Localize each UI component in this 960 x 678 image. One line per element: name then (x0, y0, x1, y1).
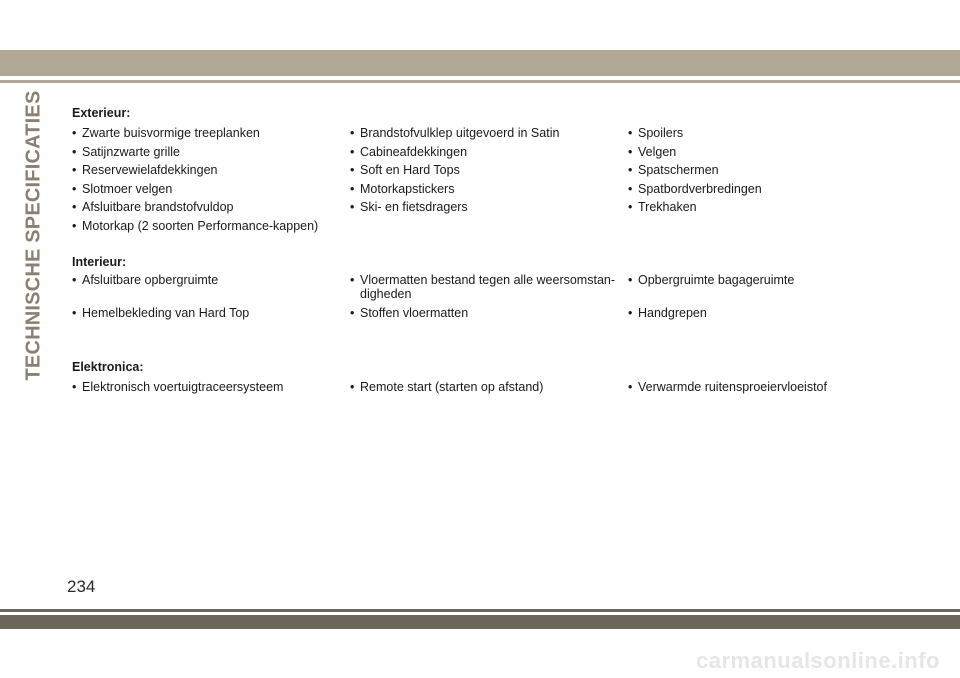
bullet: • (350, 182, 355, 196)
heading-interieur: Interieur: (72, 255, 127, 269)
exterieur-list (72, 126, 932, 253)
top-decorative-band (0, 50, 960, 76)
bullet: • (72, 200, 77, 214)
list-row (72, 200, 932, 219)
elektronica-list (72, 380, 932, 398)
list-item: • Motorkapstickers (350, 182, 628, 200)
watermark: carmanualsonline.info (696, 648, 940, 673)
list-row (72, 273, 932, 306)
list-item: • Motorkap (2 soorten Performance-kappen) (72, 219, 492, 253)
list-item: • Zwarte buisvormige treeplanken (72, 126, 350, 145)
list-item: • Velgen (628, 145, 928, 163)
list-row (72, 380, 932, 398)
list-item: • Afsluitbare opbergruimte (72, 273, 350, 306)
list-item: • Elektronisch voertuigtraceersysteem (72, 380, 350, 398)
content-area (72, 104, 932, 398)
bullet: • (628, 145, 633, 159)
list-item: • Satijnzwarte grille (72, 145, 350, 163)
list-item: • Brandstofvulklep uitgevoerd in Satin (350, 126, 628, 145)
interieur-list (72, 273, 932, 358)
bullet: • (72, 273, 77, 287)
bullet: • (628, 200, 633, 214)
side-section-title (18, 90, 50, 381)
bullet: • (72, 126, 77, 140)
list-item: • Handgrepen (628, 306, 928, 358)
bullet: • (350, 145, 355, 159)
list-item: • Slotmoer velgen (72, 182, 350, 200)
list-row (72, 219, 932, 253)
list-item: • Stoffen vloermatten (350, 306, 628, 358)
side-section-title-text: TECHNISCHE SPECIFICATIES (22, 90, 45, 381)
bullet: • (72, 163, 77, 177)
bullet: • (72, 145, 77, 159)
list-row (72, 182, 932, 200)
heading-elektronica: Elektronica: (72, 360, 144, 374)
bullet: • (350, 306, 355, 320)
list-item: • Ski- en fietsdragers (350, 200, 628, 219)
list-row (72, 145, 932, 163)
list-item: • Afsluitbare brandstofvuldop (72, 200, 350, 219)
bullet: • (350, 163, 355, 177)
list-item: • Soft en Hard Tops (350, 163, 628, 182)
list-item: • Vloermatten bestand tegen alle weersomstan-digheden (350, 273, 628, 306)
list-item: • Opbergruimte bagageruimte (628, 273, 928, 306)
bullet: • (72, 306, 77, 320)
page-number: 234 (67, 577, 96, 596)
heading-exterieur: Exterieur: (72, 106, 131, 120)
list-row (72, 306, 932, 358)
bullet: • (628, 126, 633, 140)
top-decorative-line (0, 80, 960, 83)
list-row (72, 126, 932, 145)
bullet: • (72, 182, 77, 196)
list-item: • Trekhaken (628, 200, 928, 219)
list-item: • Reservewielafdekkingen (72, 163, 350, 182)
bullet: • (628, 273, 633, 287)
bullet: • (350, 380, 355, 394)
bullet: • (628, 306, 633, 320)
bullet: • (628, 380, 633, 394)
list-item: • Hemelbekleding van Hard Top (72, 306, 350, 358)
list-item: • Verwarmde ruitensproeiervloeistof (628, 380, 928, 398)
bullet: • (72, 219, 77, 233)
list-item: • Spoilers (628, 126, 928, 145)
list-item: • Cabineafdekkingen (350, 145, 628, 163)
list-row (72, 163, 932, 182)
list-item: • Spatbordverbredingen (628, 182, 928, 200)
bullet: • (350, 273, 355, 287)
list-item: • Spatschermen (628, 163, 928, 182)
bullet: • (628, 163, 633, 177)
bullet: • (628, 182, 633, 196)
bottom-decorative-band (0, 615, 960, 629)
bullet: • (350, 126, 355, 140)
bullet: • (350, 200, 355, 214)
list-item: • Remote start (starten op afstand) (350, 380, 628, 398)
bullet: • (72, 380, 77, 394)
bottom-decorative-line (0, 609, 960, 612)
